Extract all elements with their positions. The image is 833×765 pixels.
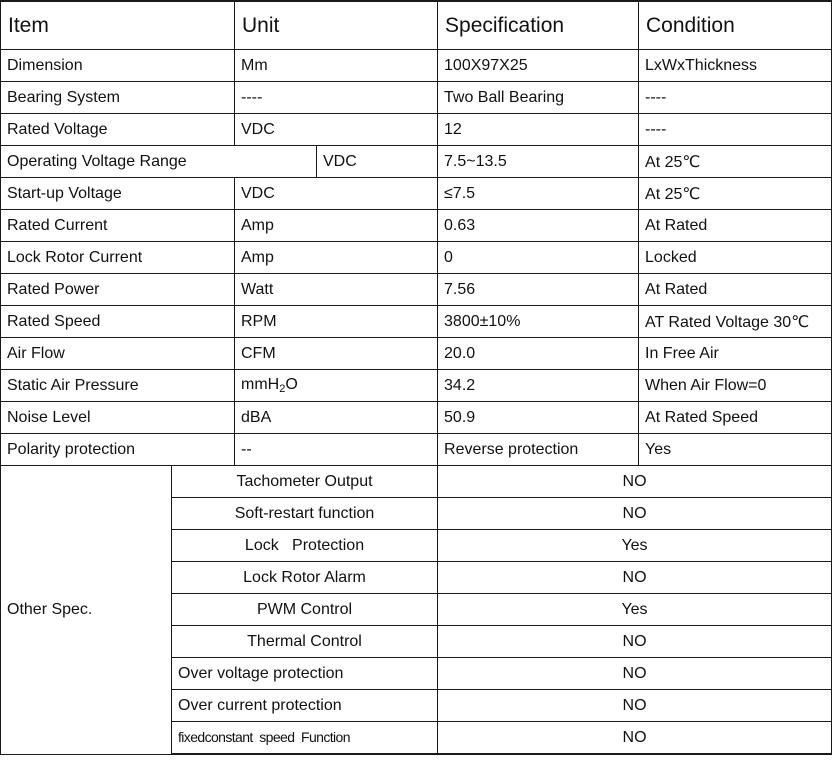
condition-cell: LxWxThickness bbox=[639, 50, 832, 82]
table-row bbox=[1, 210, 832, 242]
item-cell: Operating Voltage Range bbox=[1, 146, 317, 178]
other-spec-value: NO bbox=[438, 722, 832, 755]
other-spec-name: PWM Control bbox=[172, 594, 438, 626]
condition-cell: Yes bbox=[639, 434, 832, 466]
specification-cell: 20.0 bbox=[438, 338, 639, 370]
table-row bbox=[1, 306, 832, 338]
item-cell: Rated Voltage bbox=[1, 114, 235, 146]
specification-cell: 12 bbox=[438, 114, 639, 146]
other-spec-name bbox=[172, 722, 438, 755]
other-spec-value: Yes bbox=[438, 530, 832, 562]
item-cell: Rated Power bbox=[1, 274, 235, 306]
unit-cell: ---- bbox=[235, 82, 438, 114]
other-spec-value: NO bbox=[438, 626, 832, 658]
header-unit: Unit bbox=[235, 1, 438, 50]
condition-cell: AT Rated Voltage 30℃ bbox=[639, 306, 832, 338]
other-spec-label: Other Spec. bbox=[1, 466, 172, 755]
unit-cell: Amp bbox=[235, 210, 438, 242]
unit-subscript: 2 bbox=[279, 383, 286, 395]
unit-cell: Watt bbox=[235, 274, 438, 306]
unit-prefix: mmH bbox=[241, 376, 280, 393]
item-cell: Start-up Voltage bbox=[1, 178, 235, 210]
table-row bbox=[1, 370, 832, 402]
table-row bbox=[1, 178, 832, 210]
table-row bbox=[1, 50, 832, 82]
table-row bbox=[1, 146, 832, 178]
unit-cell: Amp bbox=[235, 242, 438, 274]
specification-cell: 34.2 bbox=[438, 370, 639, 402]
table-row bbox=[1, 402, 832, 434]
item-cell: Air Flow bbox=[1, 338, 235, 370]
header-item: Item bbox=[1, 1, 235, 50]
unit-suffix: O bbox=[285, 376, 298, 393]
table-row bbox=[1, 338, 832, 370]
item-cell: Noise Level bbox=[1, 402, 235, 434]
other-spec-row bbox=[1, 466, 832, 498]
specification-cell: 7.56 bbox=[438, 274, 639, 306]
condition-cell: At 25℃ bbox=[639, 146, 832, 178]
specification-cell: 50.9 bbox=[438, 402, 639, 434]
condition-cell: In Free Air bbox=[639, 338, 832, 370]
other-spec-value: NO bbox=[438, 690, 832, 722]
condition-cell: At 25℃ bbox=[639, 178, 832, 210]
item-cell: Dimension bbox=[1, 50, 235, 82]
other-spec-name: Lock Protection bbox=[172, 530, 438, 562]
item-cell: Bearing System bbox=[1, 82, 235, 114]
condition-cell: Locked bbox=[639, 242, 832, 274]
item-cell: Static Air Pressure bbox=[1, 370, 235, 402]
item-cell: Polarity protection bbox=[1, 434, 235, 466]
other-spec-name-text: fixedconstant speed Function bbox=[178, 728, 350, 745]
specification-cell: 7.5~13.5 bbox=[438, 146, 639, 178]
other-spec-name: Soft-restart function bbox=[172, 498, 438, 530]
condition-cell: At Rated bbox=[639, 210, 832, 242]
other-spec-name: Lock Rotor Alarm bbox=[172, 562, 438, 594]
table-row bbox=[1, 434, 832, 466]
condition-cell: ---- bbox=[639, 114, 832, 146]
condition-cell: When Air Flow=0 bbox=[639, 370, 832, 402]
other-spec-name: Thermal Control bbox=[172, 626, 438, 658]
table-row bbox=[1, 114, 832, 146]
specification-cell: 0 bbox=[438, 242, 639, 274]
specification-cell: 100X97X25 bbox=[438, 50, 639, 82]
item-cell: Rated Speed bbox=[1, 306, 235, 338]
specification-cell: 3800±10% bbox=[438, 306, 639, 338]
unit-cell: VDC bbox=[235, 114, 438, 146]
condition-cell: ---- bbox=[639, 82, 832, 114]
specification-cell: Two Ball Bearing bbox=[438, 82, 639, 114]
unit-cell: -- bbox=[235, 434, 438, 466]
table-row bbox=[1, 242, 832, 274]
unit-cell: Mm bbox=[235, 50, 438, 82]
specification-cell: ≤7.5 bbox=[438, 178, 639, 210]
other-spec-name: Over voltage protection bbox=[172, 658, 438, 690]
unit-cell: RPM bbox=[235, 306, 438, 338]
other-spec-value: Yes bbox=[438, 594, 832, 626]
condition-cell: At Rated Speed bbox=[639, 402, 832, 434]
condition-cell: At Rated bbox=[639, 274, 832, 306]
header-specification: Specification bbox=[438, 1, 639, 50]
other-spec-value: NO bbox=[438, 498, 832, 530]
other-spec-value: NO bbox=[438, 562, 832, 594]
header-row bbox=[1, 1, 832, 50]
other-spec-value: NO bbox=[438, 658, 832, 690]
unit-cell: dBA bbox=[235, 402, 438, 434]
other-spec-name: Over current protection bbox=[172, 690, 438, 722]
item-cell: Lock Rotor Current bbox=[1, 242, 235, 274]
unit-cell: CFM bbox=[235, 338, 438, 370]
table-row bbox=[1, 82, 832, 114]
unit-cell bbox=[235, 370, 438, 402]
specification-cell: Reverse protection bbox=[438, 434, 639, 466]
item-cell: Rated Current bbox=[1, 210, 235, 242]
other-spec-name: Tachometer Output bbox=[172, 466, 438, 498]
unit-cell: VDC bbox=[317, 146, 438, 178]
unit-cell: VDC bbox=[235, 178, 438, 210]
header-condition: Condition bbox=[639, 1, 832, 50]
table-row bbox=[1, 274, 832, 306]
other-spec-value: NO bbox=[438, 466, 832, 498]
specification-cell: 0.63 bbox=[438, 210, 639, 242]
